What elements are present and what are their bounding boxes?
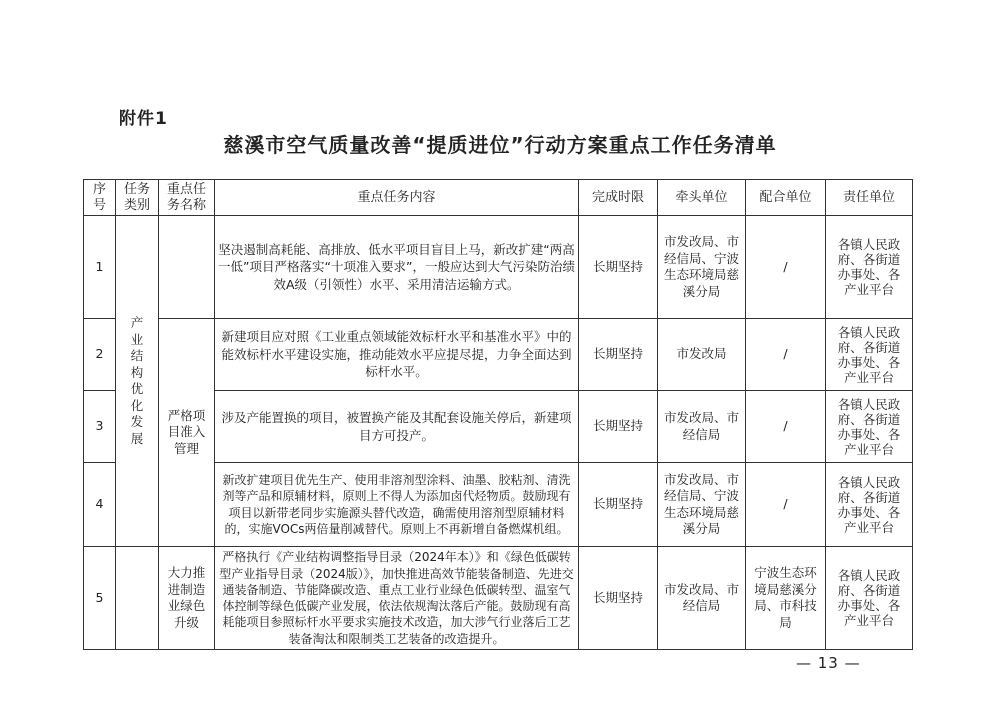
row-seq: 4 — [84, 463, 116, 547]
responsible-unit: 各镇人民政府、各街道办事处、各产业平台 — [826, 216, 913, 319]
coop-unit: / — [746, 463, 826, 547]
task-table — [83, 179, 913, 650]
header-category: 任务类别 — [116, 180, 159, 216]
responsible-unit: 各镇人民政府、各街道办事处、各产业平台 — [826, 463, 913, 547]
coop-unit: / — [746, 391, 826, 463]
responsible-unit: 各镇人民政府、各街道办事处、各产业平台 — [826, 319, 913, 391]
focus-cell-empty — [159, 216, 215, 319]
attachment-label: 附件1 — [119, 109, 168, 129]
table-row — [84, 216, 913, 319]
row-seq: 1 — [84, 216, 116, 319]
table-row — [84, 547, 913, 650]
task-deadline: 长期坚持 — [579, 463, 658, 547]
task-content: 新改扩建项目优先生产、使用非溶剂型涂料、油墨、胶粘剂、清洗剂等产品和原辅材料，原则上不得人为添加卤代烃物质。鼓励现有项目以新带老同步实施源头替代改造，确需使用溶剂型原辅材料的，实施VOCs两倍量削减替代。原则上不再新增自备燃煤机组。 — [215, 463, 579, 547]
task-content: 新建项目应对照《工业重点领域能效标杆水平和基准水平》中的能效标杆水平建设实施，推动能效水平应提尽提，力争全面达到标杆水平。 — [215, 319, 579, 391]
header-resp: 责任单位 — [826, 180, 913, 216]
row-seq: 2 — [84, 319, 116, 391]
focus-task-name: 严格项目准入管理 — [159, 319, 215, 547]
header-coop: 配合单位 — [746, 180, 826, 216]
task-content: 严格执行《产业结构调整指导目录（2024年本）》和《绿色低碳转型产业指导目录（2024版）》，加快推进高效节能装备制造、先进交通装备制造、节能降碳改造、重点工业行业绿色低碳转型、温室气体控制等绿色低碳产业发展，依法依规淘汰落后产能。鼓励现有高耗能项目参照标杆水平要求实施技术改造，加大涉气行业落后工艺装备淘汰和限制类工艺装备的改造提升。 — [215, 547, 579, 650]
responsible-unit: 各镇人民政府、各街道办事处、各产业平台 — [826, 391, 913, 463]
task-content: 涉及产能置换的项目，被置换产能及其配套设施关停后，新建项目方可投产。 — [215, 391, 579, 463]
header-content: 重点任务内容 — [215, 180, 579, 216]
coop-unit: / — [746, 319, 826, 391]
lead-unit: 市发改局 — [658, 319, 746, 391]
header-lead: 牵头单位 — [658, 180, 746, 216]
task-content: 坚决遏制高耗能、高排放、低水平项目盲目上马，新改扩建“两高一低”项目严格落实“十项准入要求”，一般应达到大气污染防治绩效A级（引领性）水平、采用清洁运输方式。 — [215, 216, 579, 319]
task-deadline: 长期坚持 — [579, 391, 658, 463]
header-seq: 序号 — [84, 180, 116, 216]
document-title: 慈溪市空气质量改善“提质进位”行动方案重点工作任务清单 — [223, 133, 777, 157]
task-deadline: 长期坚持 — [579, 547, 658, 650]
coop-unit: 宁波生态环境局慈溪分局、市科技局 — [746, 547, 826, 650]
header-row — [84, 180, 913, 216]
page-number: — 13 — — [796, 654, 861, 672]
task-category: 产业结构优化发展 — [116, 216, 159, 547]
row-seq: 3 — [84, 391, 116, 463]
lead-unit: 市发改局、市经信局 — [658, 547, 746, 650]
header-deadline: 完成时限 — [579, 180, 658, 216]
lead-unit: 市发改局、市经信局、宁波生态环境局慈溪分局 — [658, 463, 746, 547]
header-focus: 重点任务名称 — [159, 180, 215, 216]
lead-unit: 市发改局、市经信局、宁波生态环境局慈溪分局 — [658, 216, 746, 319]
responsible-unit: 各镇人民政府、各街道办事处、各产业平台 — [826, 547, 913, 650]
table-row — [84, 319, 913, 391]
task-deadline: 长期坚持 — [579, 216, 658, 319]
row-seq: 5 — [84, 547, 116, 650]
focus-task-name: 大力推进制造业绿色升级 — [159, 547, 215, 650]
lead-unit: 市发改局、市经信局 — [658, 391, 746, 463]
coop-unit: / — [746, 216, 826, 319]
task-deadline: 长期坚持 — [579, 319, 658, 391]
category-cell-empty — [116, 547, 159, 650]
